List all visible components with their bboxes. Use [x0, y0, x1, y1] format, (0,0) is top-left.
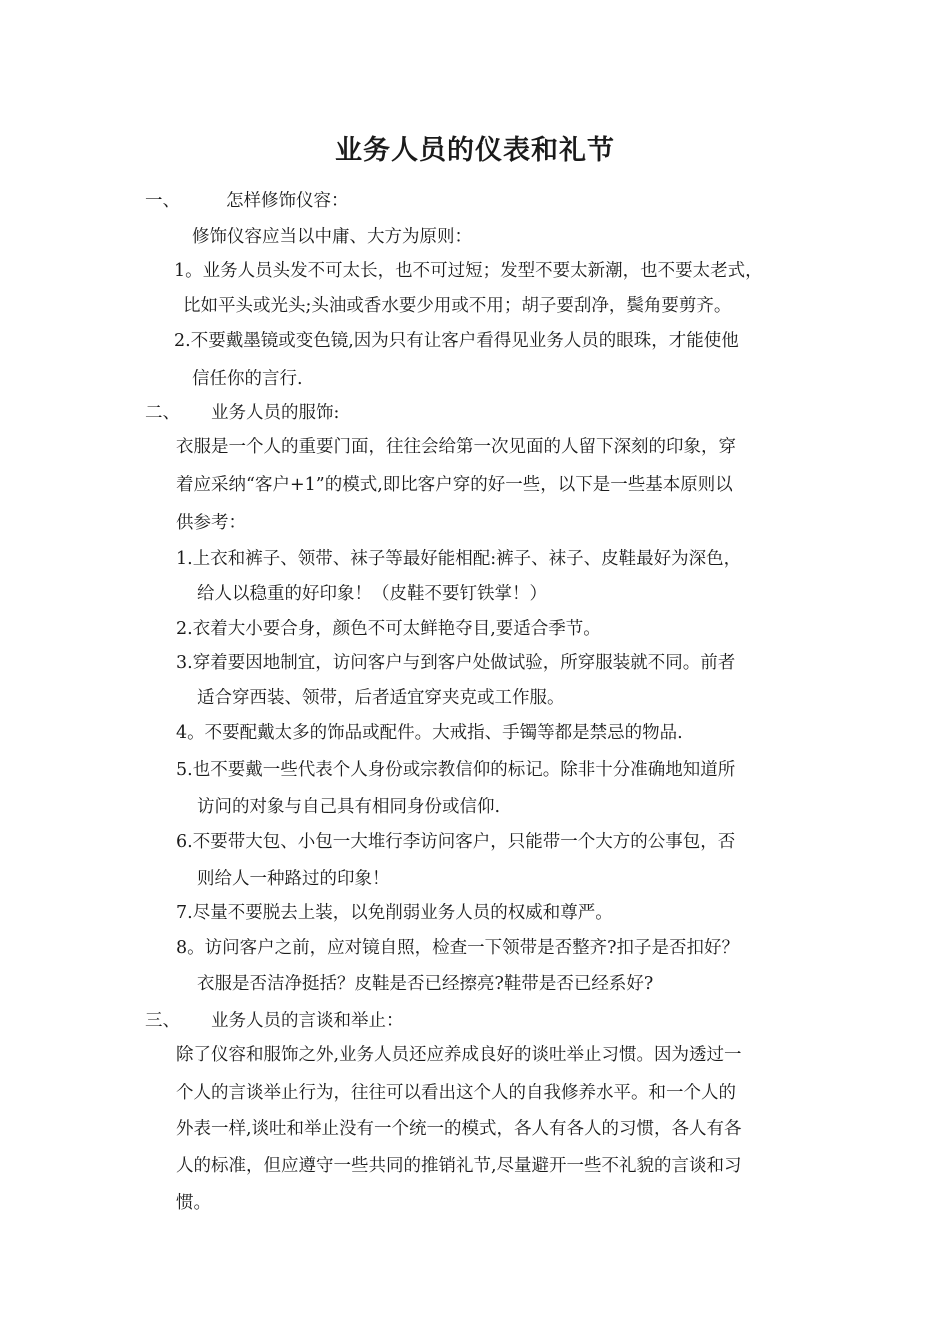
section-3-number: 三、: [145, 1011, 180, 1031]
document-title: 业务人员的仪表和礼节: [335, 135, 615, 166]
paragraph-line: 信任你的言行.: [192, 369, 303, 389]
paragraph-line: 着应采纳“客户+1”的模式,即比客户穿的好一些，以下是一些基本原则以: [176, 475, 733, 495]
paragraph-line: 修饰仪容应当以中庸、大方为原则：: [192, 227, 472, 247]
paragraph-line: 给人以稳重的好印象！（皮鞋不要钉铁掌！）: [197, 584, 547, 604]
paragraph-line: 8。访问客户之前，应对镜自照，检查一下领带是否整齐?扣子是否扣好？: [176, 938, 740, 958]
paragraph-line: 3.穿着要因地制宜，访问客户与到客户处做试验，所穿服装就不同。前者: [176, 653, 736, 673]
paragraph-line: 个人的言谈举止行为，往往可以看出这个人的自我修养水平。和一个人的: [176, 1083, 736, 1103]
paragraph-line: 适合穿西装、领带，后者适宜穿夹克或工作服。: [197, 688, 565, 708]
paragraph-line: 衣服是否洁净挺括？皮鞋是否已经擦亮?鞋带是否已经系好?: [197, 974, 654, 994]
paragraph-line: 1。业务人员头发不可太长，也不可过短；发型不要太新潮，也不要太老式，: [174, 261, 763, 281]
section-2-number: 二、: [145, 403, 180, 423]
paragraph-line: 7.尽量不要脱去上装，以免削弱业务人员的权威和尊严。: [176, 903, 613, 923]
paragraph-line: 则给人一种路过的印象！: [197, 869, 390, 889]
paragraph-line: 比如平头或光头;头油或香水要少用或不用；胡子要刮净，鬓角要剪齐。: [183, 296, 732, 316]
paragraph-line: 6.不要带大包、小包一大堆行李访问客户，只能带一个大方的公事包，否: [176, 832, 736, 852]
paragraph-line: 5.也不要戴一些代表个人身份或宗教信仰的标记。除非十分准确地知道所: [176, 760, 736, 780]
paragraph-line: 衣服是一个人的重要门面，往往会给第一次见面的人留下深刻的印象，穿: [176, 437, 736, 457]
section-1-heading: 怎样修饰仪容：: [226, 191, 349, 211]
section-1-number: 一、: [145, 191, 180, 211]
paragraph-line: 4。不要配戴太多的饰品或配件。大戒指、手镯等都是禁忌的物品.: [176, 723, 683, 743]
paragraph-line: 2.不要戴墨镜或变色镜,因为只有让客户看得见业务人员的眼珠，才能使他: [174, 331, 739, 351]
section-2-heading: 业务人员的服饰:: [211, 403, 340, 423]
paragraph-line: 惯。: [176, 1193, 211, 1213]
paragraph-line: 供参考：: [176, 513, 246, 533]
paragraph-line: 除了仪容和服饰之外,业务人员还应养成良好的谈吐举止习惯。因为透过一: [176, 1045, 742, 1065]
paragraph-line: 访问的对象与自己具有相同身份或信仰.: [197, 797, 501, 817]
paragraph-line: 人的标准，但应遵守一些共同的推销礼节,尽量避开一些不礼貌的言谈和习: [176, 1156, 742, 1176]
paragraph-line: 1.上衣和裤子、领带、袜子等最好能相配:裤子、袜子、皮鞋最好为深色，: [176, 549, 742, 569]
paragraph-line: 2.衣着大小要合身，颜色不可太鲜艳夺目,要适合季节。: [176, 619, 601, 639]
paragraph-line: 外表一样,谈吐和举止没有一个统一的模式，各人有各人的习惯，各人有各: [176, 1119, 742, 1139]
section-3-heading: 业务人员的言谈和举止：: [211, 1011, 404, 1031]
